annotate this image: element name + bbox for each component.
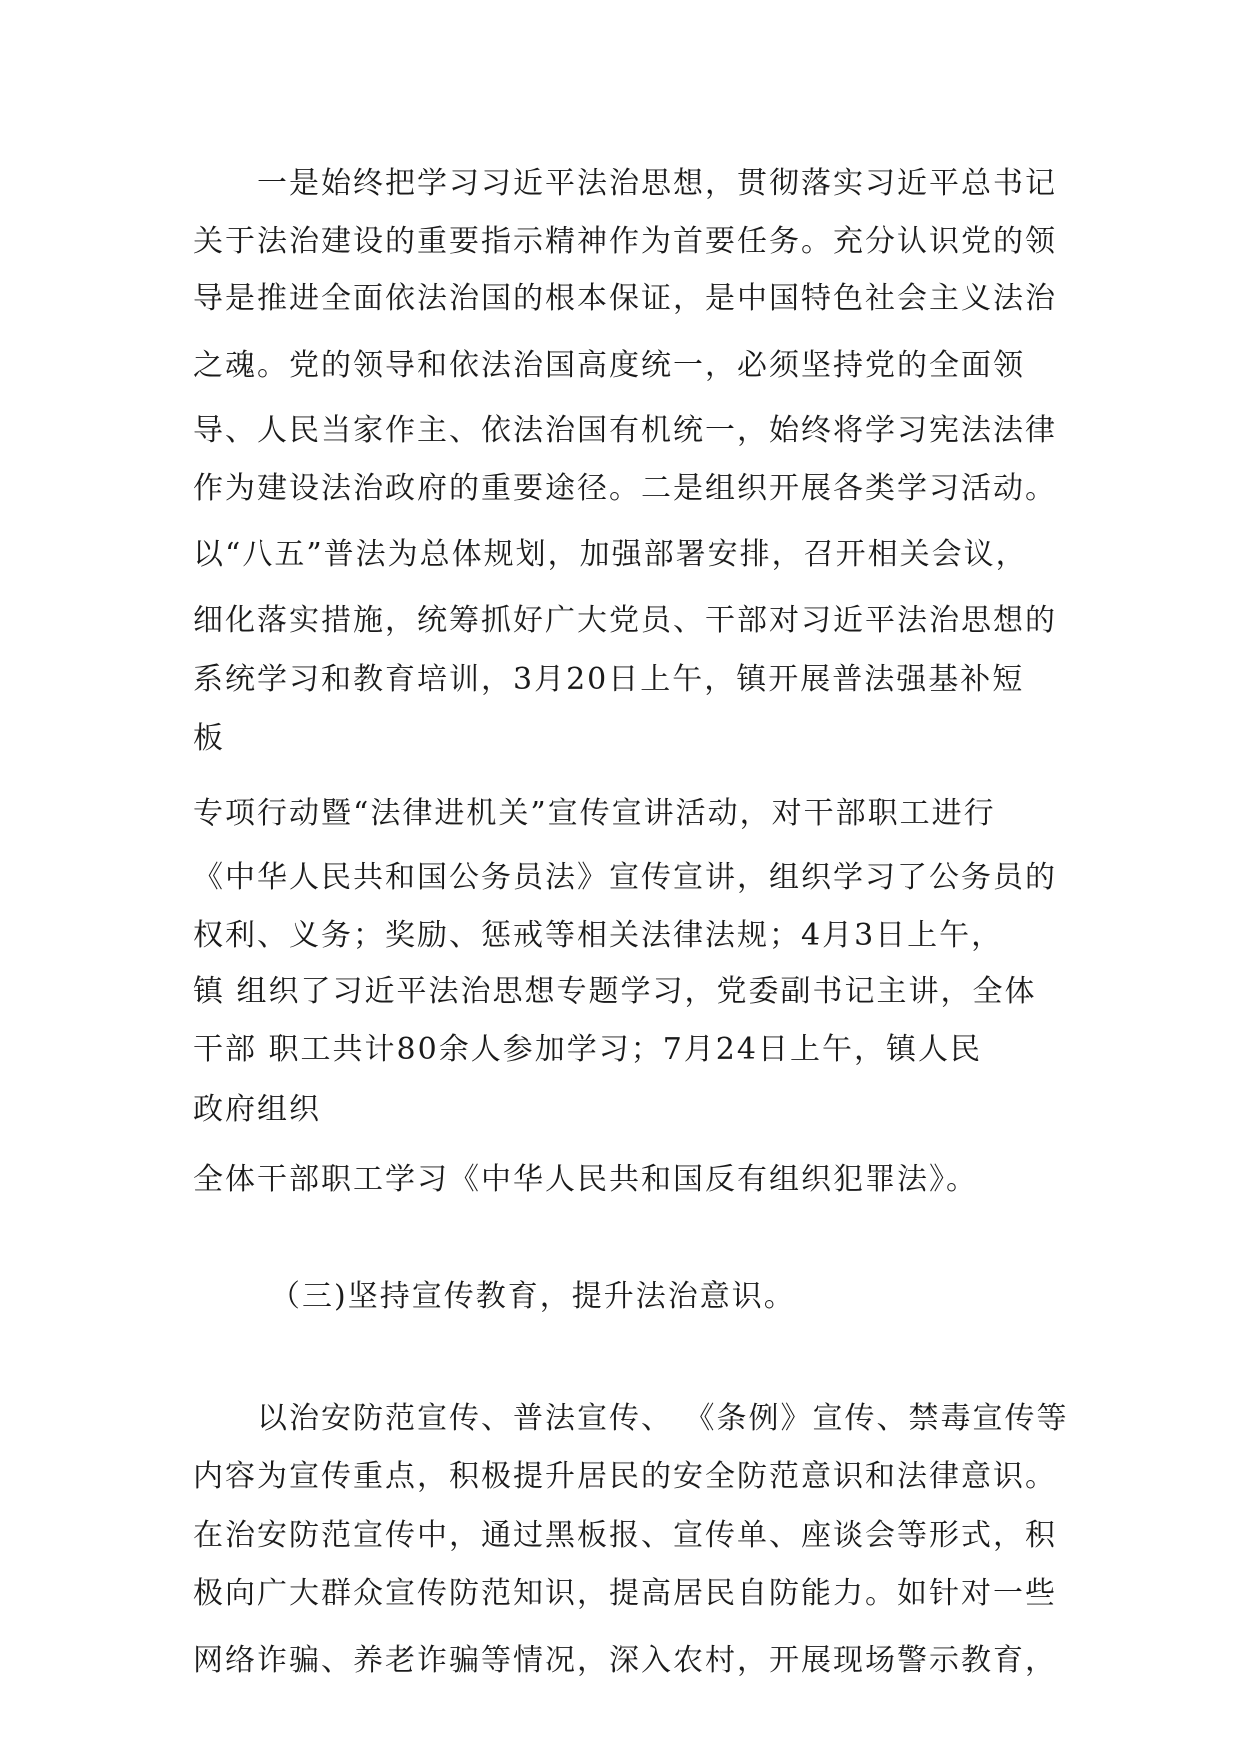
paragraph-1-line-16: 政府组织 bbox=[193, 1092, 321, 1127]
paragraph-1-line-9: 系统学习和教育培训，3月20日上午，镇开展普法强基补短 bbox=[193, 662, 1025, 697]
paragraph-1-line-7: 以“八五”普法为总体规划，加强部署安排，召开相关会议， bbox=[193, 537, 1028, 572]
paragraph-1-line-12: 《中华人民共和国公务员法》宣传宣讲，组织学习了公务员的 bbox=[193, 860, 1057, 895]
paragraph-2-line-5: 网络诈骗、养老诈骗等情况，深入农村，开展现场警示教育， bbox=[193, 1643, 1057, 1678]
paragraph-1-line-4: 之魂。党的领导和依法治国高度统一，必须坚持党的全面领 bbox=[193, 348, 1025, 383]
paragraph-2-line-1: 以治安防范宣传、普法宣传、 《条例》宣传、禁毒宣传等 bbox=[257, 1401, 1069, 1436]
paragraph-1-line-1: 一是始终把学习习近平法治思想，贯彻落实习近平总书记 bbox=[257, 166, 1057, 201]
paragraph-1-line-6: 作为建设法治政府的重要途径。二是组织开展各类学习活动。 bbox=[193, 471, 1057, 506]
paragraph-1-line-3: 导是推进全面依法治国的根本保证，是中国特色社会主义法治 bbox=[193, 281, 1057, 316]
paragraph-2-line-4: 极向广大群众宣传防范知识，提高居民自防能力。如针对一些 bbox=[193, 1576, 1057, 1611]
paragraph-1-line-8: 细化落实措施，统筹抓好广大党员、干部对习近平法治思想的 bbox=[193, 603, 1057, 638]
section-heading: （三)坚持宣传教育，提升法治意识。 bbox=[270, 1279, 796, 1314]
paragraph-1-line-15: 干部 职工共计80余人参加学习；7月24日上午，镇人民 bbox=[193, 1032, 982, 1067]
paragraph-2-line-3: 在治安防范宣传中，通过黑板报、宣传单、座谈会等形式，积 bbox=[193, 1518, 1057, 1553]
paragraph-1-line-17: 全体干部职工学习《中华人民共和国反有组织犯罪法》。 bbox=[193, 1162, 978, 1197]
paragraph-1-line-11: 专项行动暨“法律进机关”宣传宣讲活动，对干部职工进行 bbox=[193, 796, 996, 831]
paragraph-2-line-2: 内容为宣传重点，积极提升居民的安全防范意识和法律意识。 bbox=[193, 1459, 1057, 1494]
paragraph-1-line-10: 板 bbox=[193, 721, 225, 756]
paragraph-1-line-2: 关于法治建设的重要指示精神作为首要任务。充分认识党的领 bbox=[193, 224, 1057, 259]
paragraph-1-line-13: 权利、义务；奖励、惩戒等相关法律法规；4月3日上午， bbox=[193, 918, 1004, 953]
paragraph-1-line-14: 镇 组织了习近平法治思想专题学习，党委副书记主讲，全体 bbox=[193, 974, 1037, 1009]
paragraph-1-line-5: 导、人民当家作主、依法治国有机统一，始终将学习宪法法律 bbox=[193, 413, 1057, 448]
